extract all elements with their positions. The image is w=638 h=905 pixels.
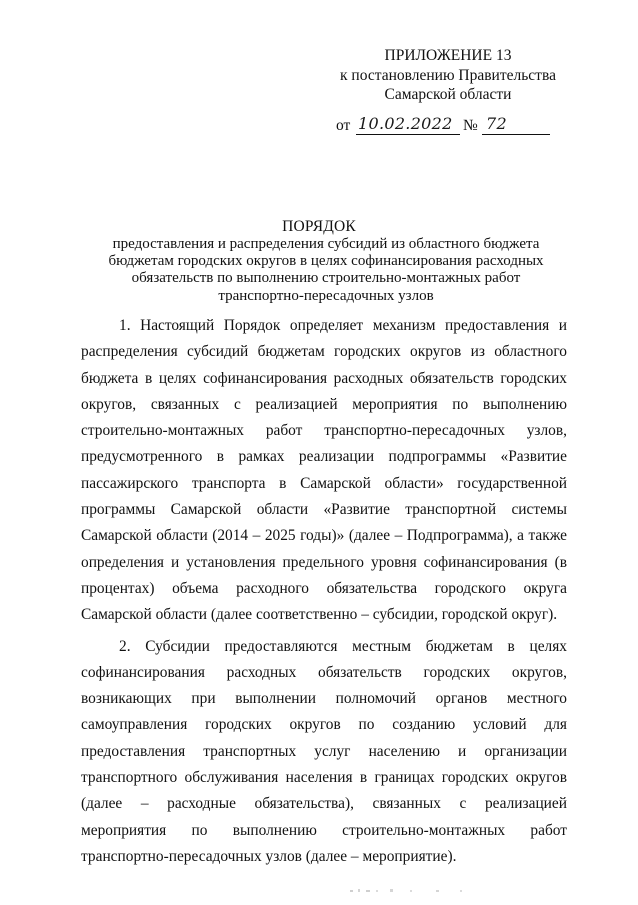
- scan-artifact: [350, 888, 480, 894]
- number-underline: [482, 134, 550, 135]
- appendix-line-2: Самарской области: [384, 86, 512, 103]
- date-label: от: [336, 117, 351, 134]
- document-title: ПОРЯДОК: [282, 218, 356, 235]
- appendix-header: [330, 46, 566, 105]
- date-underline: [356, 134, 460, 135]
- number-label: №: [463, 117, 478, 134]
- handwritten-date: 10.02.2022: [358, 114, 453, 133]
- paragraph-1: 1. Настоящий Порядок определяет механизм предоставления и распределения субсидий бюджетам городских округов из областного бюджета в целях софинансирования расходных обязательств городских округов, связанных с реализацией мероприятия по выполнению строительно-монтажных работ транспортно-пересадочных узлов, предусмотренного в рамках реализации подпрограммы «Развитие пассажирского транспорта в Самарской области» государственной программы Самарской области «Развитие транспортной системы Самарской области (2014 – 2025 годы)» (далее – Подпрограмма), а также определения и установления предельного уровня софинансирования (в процентах) объема расходного обязательства городского округа Самарской области (далее соответственно – субсидии, городской округ).: [81, 317, 567, 624]
- appendix-line-1: к постановлению Правительства: [340, 66, 556, 84]
- paragraph-2: 2. Субсидии предоставляются местным бюджетам в целях софинансирования расходных обязательств городских округов, возникающих при выполнении полномочий органов местного самоуправления городских округов по созданию условий для предоставления транспортных услуг населению и организации транспортного обслуживания населения в границах городских округов (далее – расходные обязательства), связанных с реализацией мероприятия по выполнению строительно-монтажных работ транспортно-пересадочных узлов (далее – мероприятие).: [81, 637, 567, 865]
- document-subtitle: предоставления и распределения субсидий из областного бюджета бюджетам городских округов в целях софинансирования расходных обязательств по выполнению строительно-монтажных работ транспортно-пересадочных узлов: [108, 236, 544, 304]
- document-body: [81, 313, 567, 870]
- registration-line: [336, 114, 576, 139]
- appendix-number: ПРИЛОЖЕНИЕ 13: [384, 47, 512, 64]
- handwritten-number: 72: [486, 114, 507, 133]
